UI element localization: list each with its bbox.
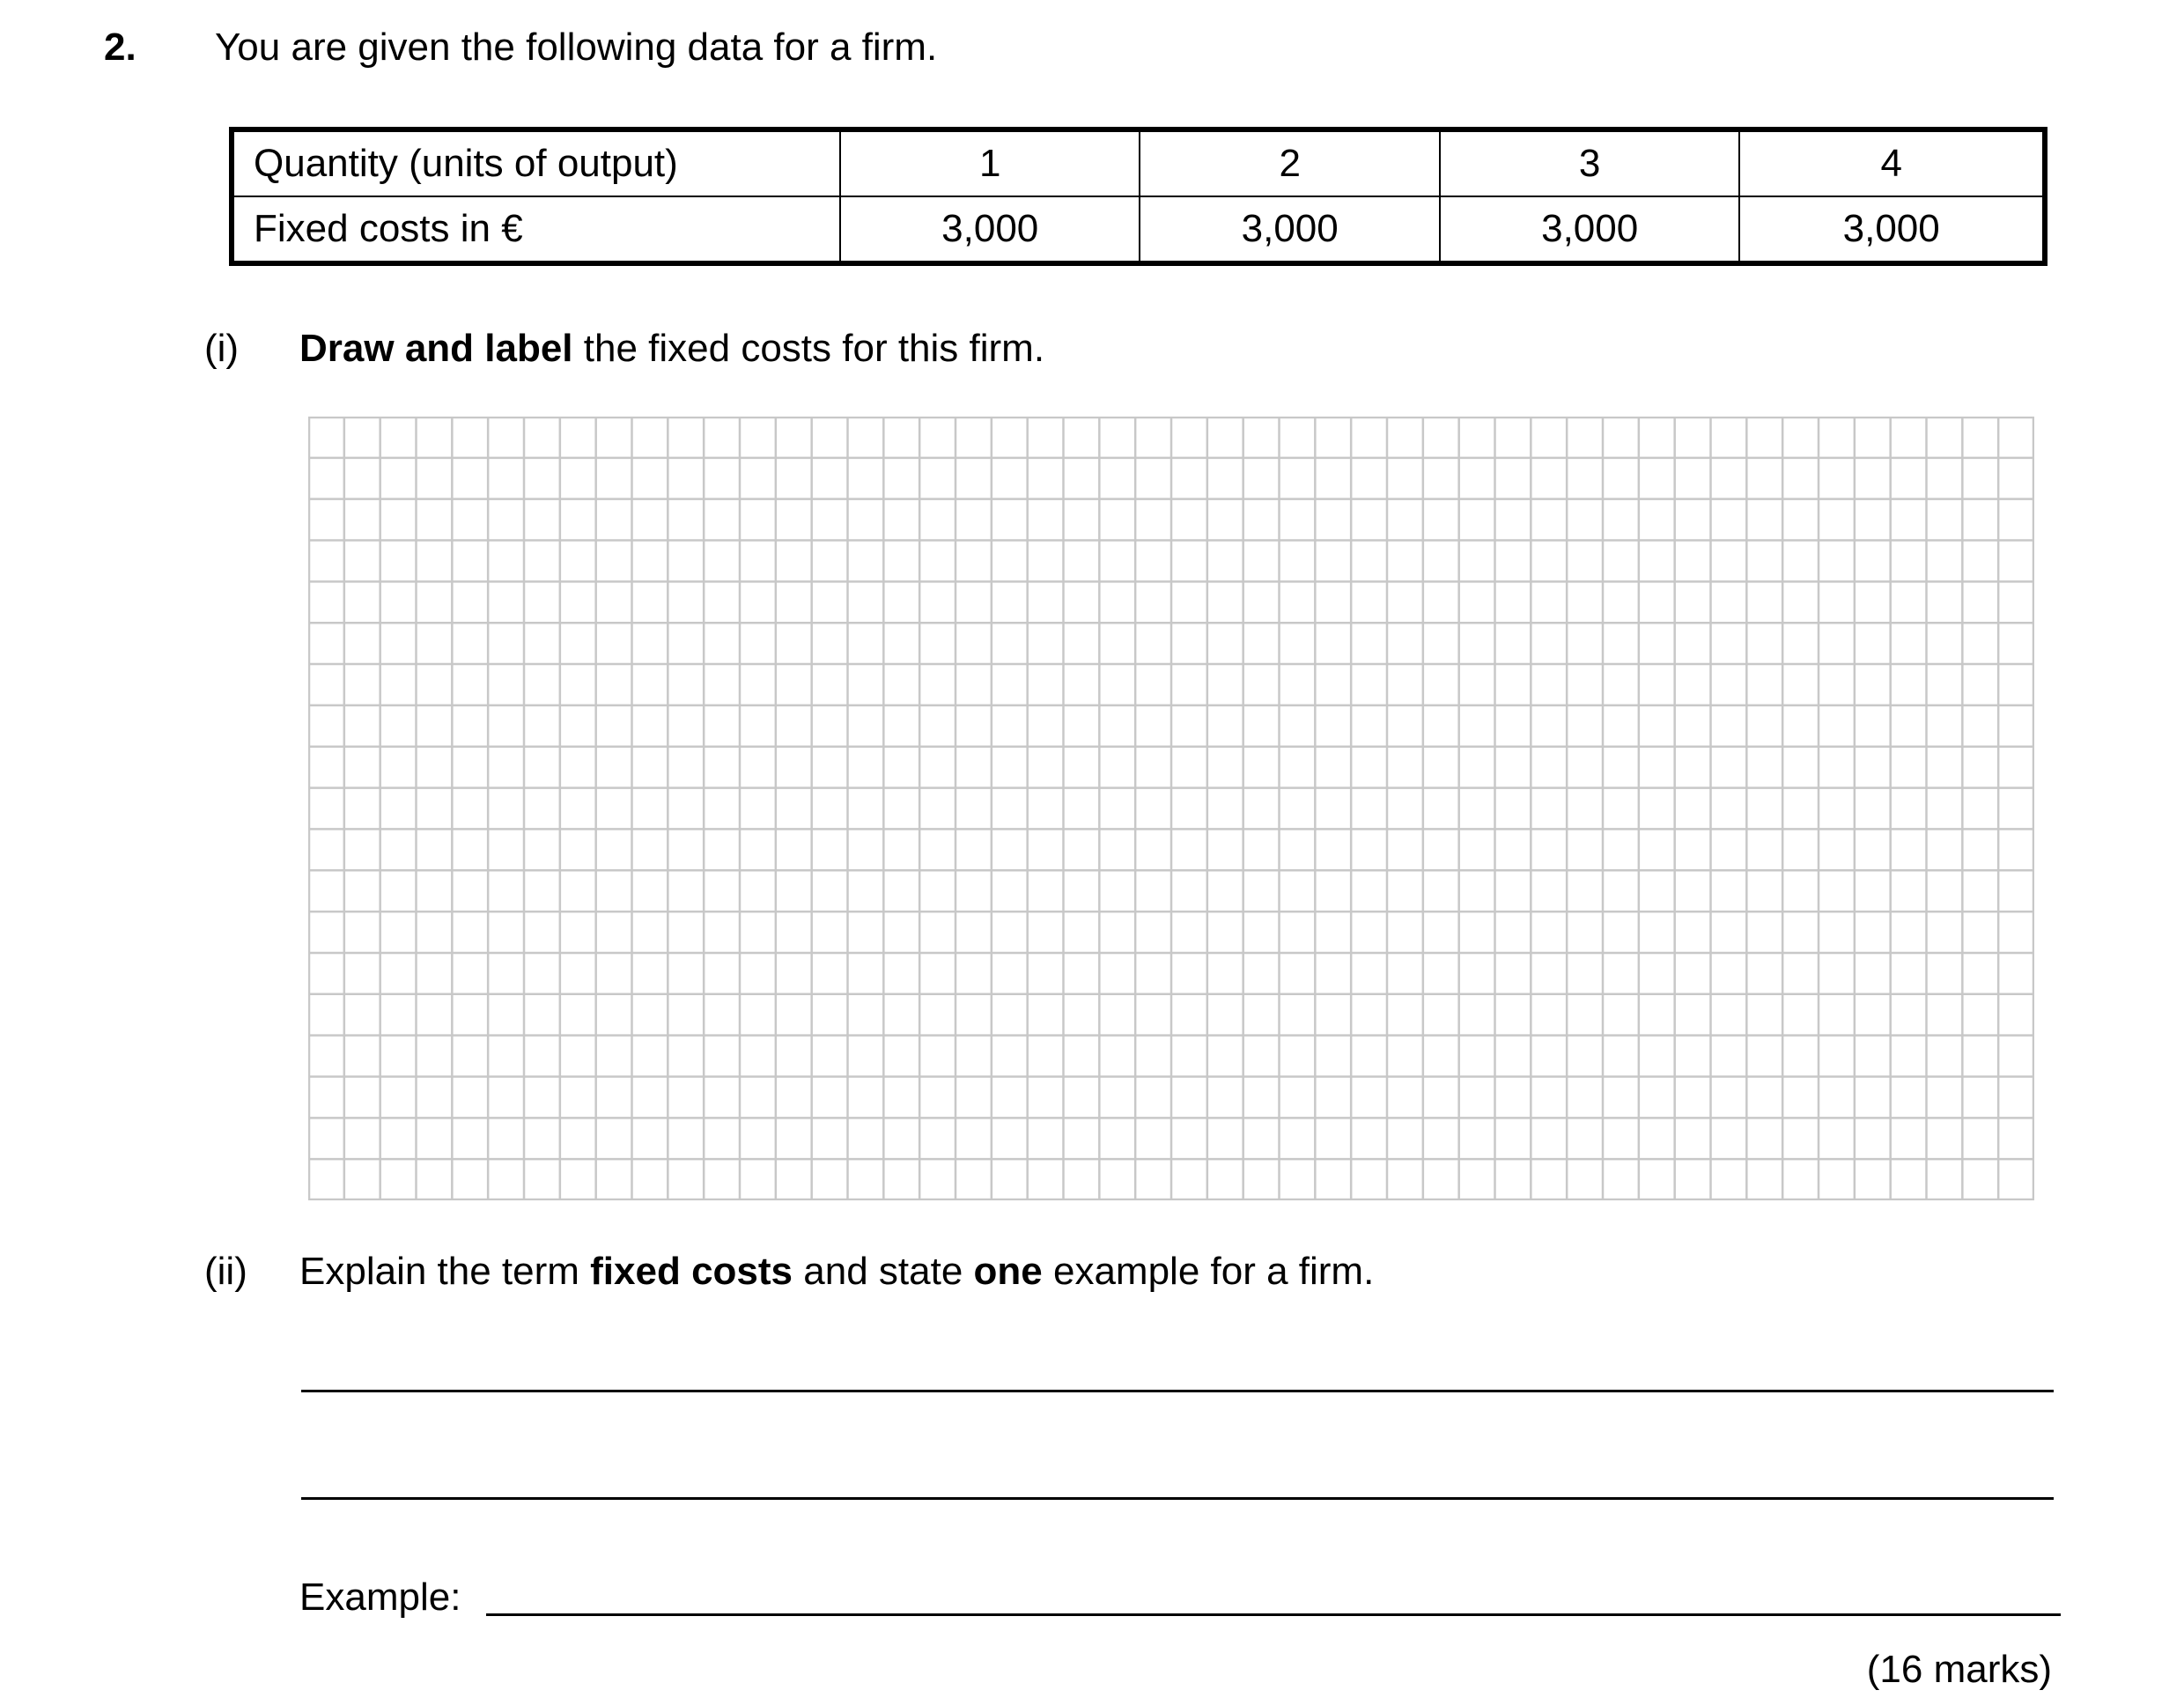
question-intro: You are given the following data for a firm.: [215, 26, 938, 69]
part-ii-label: (ii): [204, 1250, 247, 1293]
row-label-quantity: Quantity (units of output): [232, 129, 840, 196]
part-ii-text-2: and state: [793, 1250, 974, 1293]
table-row: [232, 129, 2045, 196]
graph-paper[interactable]: [308, 417, 2034, 1200]
table-cell: 3: [1440, 129, 1739, 196]
answer-line-1[interactable]: [301, 1390, 2054, 1392]
row-label-fixed-costs: Fixed costs in €: [232, 196, 840, 263]
marks-total: (16 marks): [1866, 1648, 2052, 1691]
part-ii-text-3: example for a firm.: [1042, 1250, 1375, 1293]
part-i-label: (i): [204, 327, 240, 370]
example-label: Example:: [299, 1576, 461, 1619]
table-row: [232, 196, 2045, 263]
example-answer-line[interactable]: [486, 1613, 2061, 1616]
part-i-bold: Draw and label: [299, 327, 573, 370]
part-i-instruction: [299, 321, 1044, 377]
table-cell: 3,000: [1739, 196, 2045, 263]
part-ii-text-1: Explain the term: [299, 1250, 591, 1293]
table-cell: 3,000: [840, 196, 1140, 263]
part-ii-bold-1: fixed costs: [590, 1250, 793, 1293]
part-ii-bold-2: one: [973, 1250, 1043, 1293]
table-cell: 3,000: [1440, 196, 1739, 263]
question-number: 2.: [104, 26, 136, 69]
table-cell: 3,000: [1140, 196, 1439, 263]
data-table: [229, 127, 2048, 266]
table-cell: 1: [840, 129, 1140, 196]
part-i-rest: the fixed costs for this firm.: [572, 327, 1045, 370]
answer-line-2[interactable]: [301, 1497, 2054, 1500]
graph-grid[interactable]: [308, 417, 2034, 1200]
table-cell: 2: [1140, 129, 1439, 196]
part-ii-instruction: [299, 1244, 1374, 1300]
table-cell: 4: [1739, 129, 2045, 196]
